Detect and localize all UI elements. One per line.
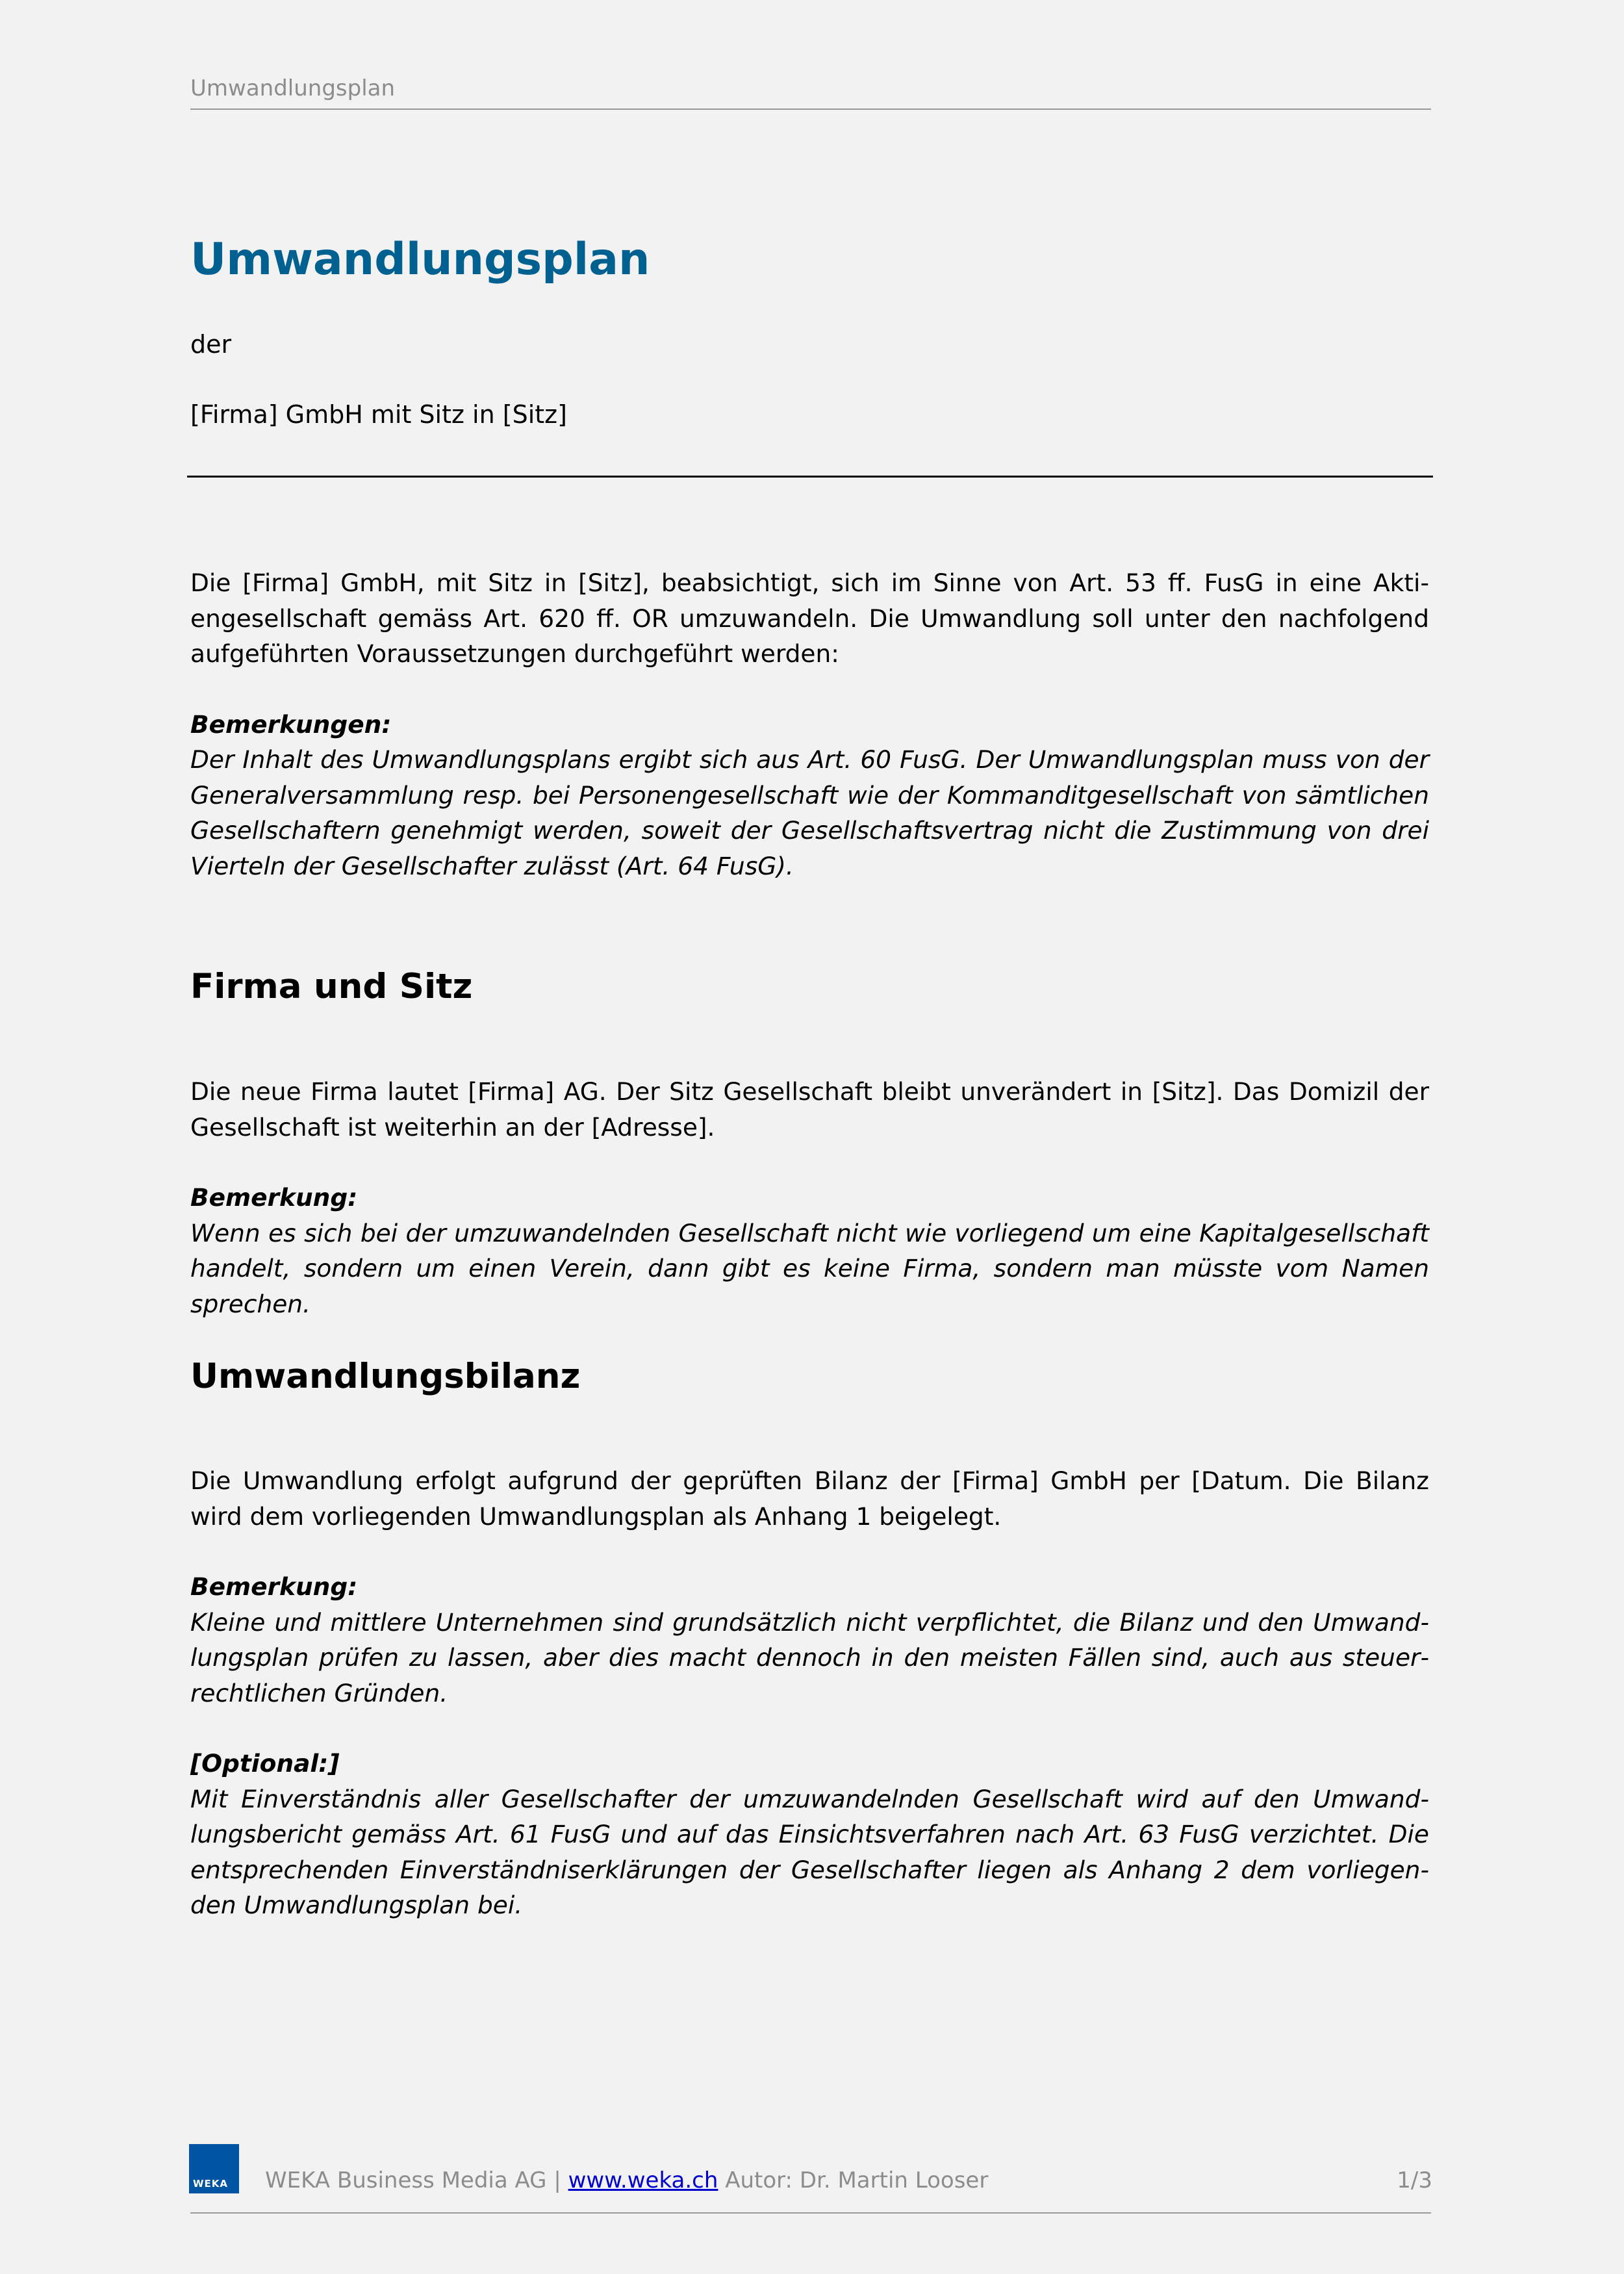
remark-text: Wenn es sich bei der umzuwandelnden Gesellschaft nicht wie vorliegend um eine Kapitalgesellschaft handelt, sondern um einen Verein, dann gibt es keine Firma, sondern man müsste vom Namen sprechen. (190, 1218, 1429, 1318)
title-divider (187, 476, 1433, 478)
section-heading-umwandlungsbilanz: Umwandlungsbilanz (190, 1357, 581, 1396)
intro-section (190, 565, 1429, 884)
section-umwandlungsbilanz (190, 1463, 1429, 1923)
remark-text: Der Inhalt des Umwandlungsplans ergibt sich aus Art. 60 FusG. Der Umwandlungsplan muss von der Generalversammlung resp. bei Personengesellschaft wie der Kommanditgesellschaft von sämtlichen Gesellschaftern genehmigt werden, soweit der Gesellschaftsvertrag nicht die Zustimmung von drei Vierteln der Gesellschafter zulässt (Art. 64 FusG). (190, 745, 1429, 880)
page-number: 1/3 (1397, 2167, 1432, 2193)
remark-text: Kleine und mittlere Unternehmen sind grundsätzlich nicht verpflichtet, die Bilanz und den Umwandlungsplan prüfen zu lassen, aber dies macht dennoch in den meisten Fällen sind, auch aus steuerrechtlichen Gründen. (190, 1607, 1429, 1707)
weka-logo (189, 2144, 239, 2193)
document-subtitle: der (190, 330, 232, 359)
section-heading-firma-sitz: Firma und Sitz (190, 967, 473, 1006)
weka-logo-text: WEKA (193, 2178, 229, 2190)
intro-paragraph: Die [Firma] GmbH, mit Sitz in [Sitz], beabsichtigt, sich im Sinne von Art. 53 ff. FusG in eine Aktiengesellschaft gemäss Art. 620 ff. OR umzuwandeln. Die Umwandlung soll unter den nachfolgend aufgeführten Voraussetzungen durchgeführt werden: (190, 568, 1429, 668)
footer-website-link[interactable]: www.weka.ch (568, 2167, 718, 2193)
optional-label: [Optional:] (190, 1749, 340, 1778)
running-header: Umwandlungsplan (190, 75, 396, 101)
optional-text: Mit Einverständnis aller Gesellschafter der umzuwandelnden Gesellschaft wird auf den Umwandlungsbericht gemäss Art. 61 FusG und auf das Einsichtsverfahren nach Art. 63 FusG verzichtet. Die entsprechenden Einverständniserklärungen der Gesellschafter liegen als Anhang 2 dem vorliegenden Umwandlungsplan bei. (190, 1784, 1429, 1919)
section-paragraph: Die Umwandlung erfolgt aufgrund der geprüften Bilanz der [Firma] GmbH per [Datum. Die Bilanz wird dem vorliegenden Umwandlungsplan als Anhang 1 beigelegt. (190, 1466, 1429, 1531)
footer-text (265, 2167, 988, 2193)
document-title: Umwandlungsplan (190, 234, 650, 285)
remark-label: Bemerkung: (190, 1572, 358, 1601)
remark-label: Bemerkung: (190, 1183, 358, 1212)
footer-publisher: WEKA Business Media AG | (265, 2167, 561, 2193)
header-divider (190, 109, 1431, 110)
remark-label: Bemerkungen: (190, 709, 392, 739)
footer-divider (190, 2212, 1431, 2214)
section-firma-sitz (190, 1074, 1429, 1322)
footer-author: Autor: Dr. Martin Looser (725, 2167, 989, 2193)
section-paragraph: Die neue Firma lautet [Firma] AG. Der Sitz Gesellschaft bleibt unverändert in [Sitz]. Das Domizil der Gesellschaft ist weiterhin an der [Adresse]. (190, 1077, 1429, 1142)
company-line: [Firma] GmbH mit Sitz in [Sitz] (190, 400, 567, 429)
